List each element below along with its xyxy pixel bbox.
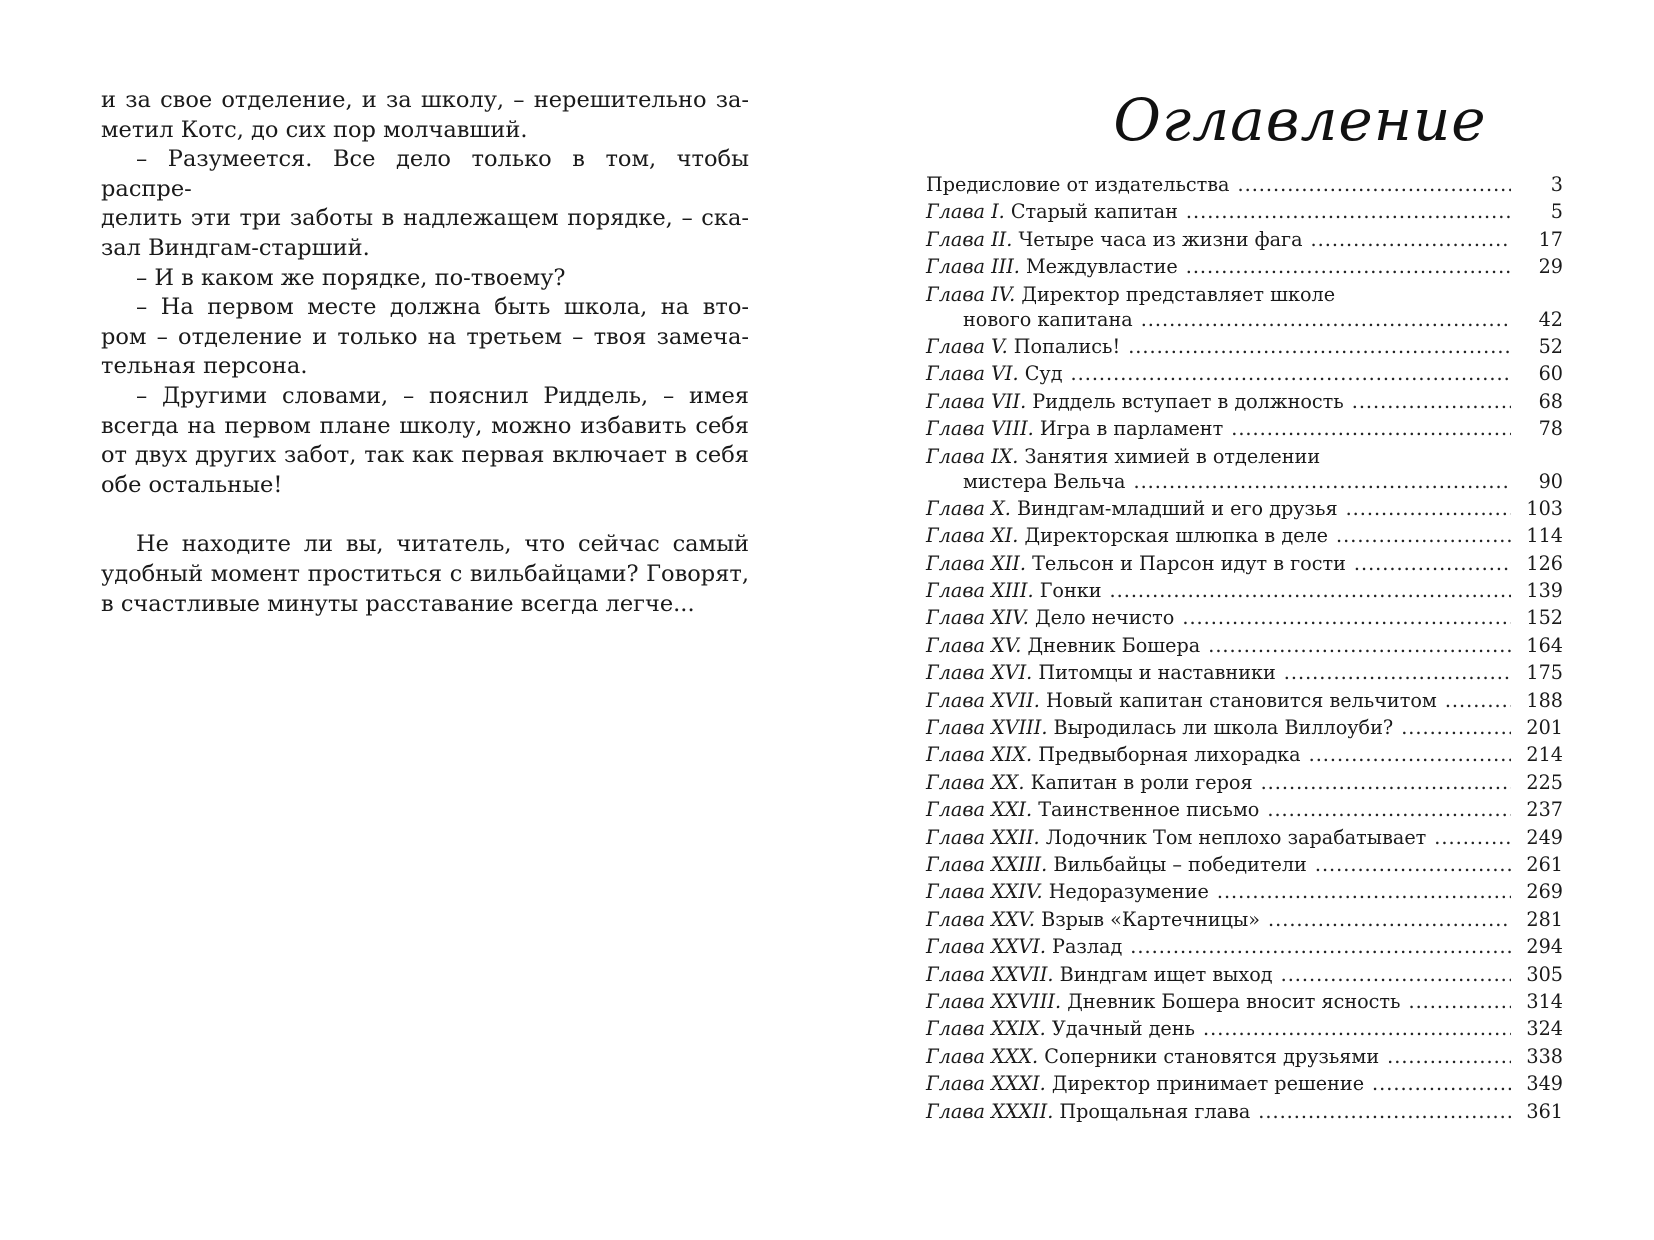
dot-leader xyxy=(1071,362,1511,385)
text-line: в счастливые минуты расставание всегда легче... xyxy=(101,590,695,617)
toc-entry[interactable] xyxy=(926,689,1563,716)
text-line: всегда на первом плане школу, можно избавить себя xyxy=(101,412,749,439)
chapter-label: Глава VII. xyxy=(926,389,1027,413)
text-line: и за свое отделение, и за школу, – нерешительно за- xyxy=(101,87,749,113)
chapter-title: Таинственное письмо xyxy=(1038,798,1260,822)
dot-leader xyxy=(1186,255,1511,278)
chapter-label: Глава VIII. xyxy=(926,417,1034,441)
toc-entry[interactable] xyxy=(926,716,1563,743)
chapter-title: Дело нечисто xyxy=(1035,606,1175,630)
toc-entry[interactable] xyxy=(926,497,1563,524)
chapter-title: Игра в парламент xyxy=(1039,417,1224,441)
toc-entry[interactable] xyxy=(926,173,1563,200)
toc-entry-text xyxy=(926,798,1259,821)
toc-entry[interactable] xyxy=(926,417,1563,444)
toc-entry[interactable] xyxy=(926,798,1563,825)
toc-entry-text xyxy=(926,1017,1195,1040)
toc-entry[interactable] xyxy=(926,283,1563,308)
toc-entry[interactable] xyxy=(926,228,1563,255)
dot-leader xyxy=(1186,200,1511,223)
page-number: 114 xyxy=(1526,524,1563,548)
page-number: 152 xyxy=(1526,606,1563,630)
toc-entry[interactable] xyxy=(926,255,1563,282)
dot-leader xyxy=(1315,853,1511,876)
text-line: – На первом месте должна быть школа, на вто- xyxy=(136,294,749,321)
toc-entry[interactable] xyxy=(926,908,1563,935)
toc-entry-text xyxy=(926,335,1120,358)
page-number: 261 xyxy=(1526,852,1563,876)
toc-entry-text xyxy=(926,1045,1379,1068)
dot-leader xyxy=(1311,228,1511,251)
dot-leader xyxy=(1208,634,1511,657)
chapter-label: Глава XXVI. xyxy=(926,935,1046,959)
page-number: 103 xyxy=(1526,496,1563,520)
chapter-label: Глава XII. xyxy=(926,551,1026,575)
chapter-title: Попались! xyxy=(1013,334,1121,358)
page-number: 29 xyxy=(1538,255,1563,279)
dot-leader xyxy=(1141,308,1511,331)
text-line: тельная персона. xyxy=(101,353,308,380)
dot-leader xyxy=(1445,689,1511,712)
dot-leader xyxy=(1128,335,1511,358)
chapter-title: Дневник Бошера xyxy=(1027,633,1201,657)
chapter-title: Дневник Бошера вносит ясность xyxy=(1067,989,1401,1013)
toc-entry-text xyxy=(926,606,1174,629)
page-number: 201 xyxy=(1526,716,1563,740)
page-number: 3 xyxy=(1550,173,1563,196)
chapter-label: Глава XXVIII. xyxy=(926,989,1062,1013)
toc-title: Оглавление xyxy=(1113,86,1487,154)
page-number: 349 xyxy=(1526,1072,1563,1096)
toc-entry[interactable] xyxy=(926,335,1563,362)
chapter-label: Глава XVIII. xyxy=(926,716,1048,740)
chapter-title: Удачный день xyxy=(1051,1017,1196,1041)
chapter-title: Виндгам ищет выход xyxy=(1059,962,1273,986)
chapter-title: Недоразумение xyxy=(1048,880,1209,904)
chapter-label: Глава XXIV. xyxy=(926,880,1043,904)
toc-entry[interactable] xyxy=(926,661,1563,688)
text-line: делить эти три заботы в надлежащем порядке, – ска- xyxy=(101,205,749,232)
toc-entry-text xyxy=(926,716,1393,739)
toc-entry-text xyxy=(926,1100,1250,1123)
toc-entry[interactable] xyxy=(926,579,1563,606)
text-line: метил Котс, до сих пор молчавший. xyxy=(101,116,528,143)
chapter-label: Глава X. xyxy=(926,496,1011,520)
dot-leader xyxy=(1354,552,1511,575)
chapter-label: Глава XXVII. xyxy=(926,962,1054,986)
chapter-title: Питомцы и наставники xyxy=(1038,661,1276,685)
dot-leader xyxy=(1387,1045,1511,1068)
page-number: 52 xyxy=(1538,334,1563,358)
page-number: 5 xyxy=(1550,200,1563,224)
toc-entry-text xyxy=(926,228,1303,251)
chapter-label: Глава IV. xyxy=(926,282,1016,306)
toc-entry-text xyxy=(926,880,1209,903)
chapter-title: Гонки xyxy=(1039,579,1102,603)
page-number: 126 xyxy=(1526,551,1563,575)
page-number: 68 xyxy=(1538,389,1563,413)
toc-entry[interactable] xyxy=(926,990,1563,1017)
page-number: 294 xyxy=(1526,935,1563,959)
chapter-label: Глава VI. xyxy=(926,362,1019,386)
chapter-title: Тельсон и Парсон идут в гости xyxy=(1032,551,1346,575)
chapter-title: Директор принимает решение xyxy=(1051,1072,1365,1096)
chapter-title: Лодочник Том неплохо зарабатывает xyxy=(1045,825,1427,849)
table-of-contents xyxy=(926,173,1563,1127)
toc-entry[interactable] xyxy=(926,552,1563,579)
dot-leader xyxy=(1231,417,1511,440)
chapter-label: Глава I. xyxy=(926,200,1005,224)
toc-entry-continuation[interactable] xyxy=(926,470,1563,497)
toc-entry[interactable] xyxy=(926,362,1563,389)
dot-leader xyxy=(1261,771,1511,794)
text-line: зал Виндгам-старший. xyxy=(101,234,370,261)
text-line: от двух других забот, так как первая включает в себя xyxy=(101,442,749,469)
dot-leader xyxy=(1267,798,1511,821)
dot-leader xyxy=(1352,390,1511,413)
toc-entry[interactable] xyxy=(926,445,1563,470)
toc-entry[interactable] xyxy=(926,826,1563,853)
toc-entry-text xyxy=(926,771,1253,794)
page-number: 324 xyxy=(1526,1017,1563,1041)
chapter-title: Предвыборная лихорадка xyxy=(1038,743,1301,767)
toc-entry-text xyxy=(926,283,1335,306)
toc-entry-text xyxy=(926,826,1426,849)
toc-entry[interactable] xyxy=(926,606,1563,633)
toc-entry[interactable] xyxy=(926,880,1563,907)
toc-entry-text xyxy=(926,497,1338,520)
page-number: 269 xyxy=(1526,880,1563,904)
page-number: 314 xyxy=(1526,989,1563,1013)
toc-entry-text xyxy=(926,200,1178,223)
chapter-label: Глава II. xyxy=(926,227,1013,251)
toc-entry-text xyxy=(926,935,1122,958)
page-number: 175 xyxy=(1526,661,1563,685)
page-number: 164 xyxy=(1526,633,1563,657)
toc-entry[interactable] xyxy=(926,743,1563,770)
page-number: 237 xyxy=(1526,798,1563,822)
toc-entry-text xyxy=(926,390,1344,413)
text-line: удобный момент проститься с вильбайцами? Говорят, xyxy=(101,560,749,587)
chapter-title: Капитан в роли героя xyxy=(1030,770,1253,794)
text-line: – И в каком же порядке, по-твоему? xyxy=(136,264,566,291)
page-number: 281 xyxy=(1526,907,1563,931)
chapter-title: Новый капитан становится вельчитом xyxy=(1045,688,1437,712)
dot-leader xyxy=(1268,908,1511,931)
chapter-title: Виндгам-младший и его друзья xyxy=(1016,496,1338,520)
chapter-label: Глава IX. xyxy=(926,444,1019,468)
chapter-title: Директорская шлюпка в деле xyxy=(1024,524,1329,548)
dot-leader xyxy=(1217,880,1511,903)
chapter-title: Разлад xyxy=(1052,935,1123,959)
toc-entry-text xyxy=(926,908,1260,931)
toc-entry[interactable] xyxy=(926,390,1563,417)
toc-entry-text xyxy=(926,743,1301,766)
chapter-label: Глава XXX. xyxy=(926,1044,1039,1068)
page-number: 60 xyxy=(1538,362,1563,386)
chapter-title: Риддель вступает в должность xyxy=(1032,389,1344,413)
chapter-title: Соперники становятся друзьями xyxy=(1044,1044,1380,1068)
chapter-title-continuation: мистера Вельча xyxy=(963,469,1126,493)
toc-entry[interactable] xyxy=(926,963,1563,990)
chapter-label: Глава XXXI. xyxy=(926,1072,1046,1096)
page-number: 139 xyxy=(1526,579,1563,603)
page-number: 249 xyxy=(1526,825,1563,849)
chapter-title: Выродилась ли школа Виллоуби? xyxy=(1053,716,1394,740)
chapter-label: Глава XIV. xyxy=(926,606,1029,630)
toc-entry-text xyxy=(926,1072,1364,1095)
page-number: 188 xyxy=(1526,688,1563,712)
dot-leader xyxy=(1401,716,1511,739)
dot-leader xyxy=(1182,606,1511,629)
dot-leader xyxy=(1309,743,1511,766)
dot-leader xyxy=(1203,1017,1511,1040)
toc-entry-text xyxy=(926,634,1200,657)
chapter-label: Глава XIX. xyxy=(926,743,1033,767)
left-page-text xyxy=(101,86,749,619)
page-number: 78 xyxy=(1538,417,1563,441)
toc-entry[interactable] xyxy=(926,1100,1563,1127)
chapter-label: Глава XI. xyxy=(926,524,1019,548)
toc-entry-text xyxy=(926,173,1230,196)
toc-entry[interactable] xyxy=(926,1072,1563,1099)
chapter-label: Глава V. xyxy=(926,334,1008,358)
chapter-label: Глава XV. xyxy=(926,633,1022,657)
dot-leader xyxy=(1238,173,1512,196)
dot-leader xyxy=(1133,470,1511,493)
dot-leader xyxy=(1258,1100,1511,1123)
chapter-label: Глава XVI. xyxy=(926,661,1033,685)
chapter-label: Глава XVII. xyxy=(926,688,1040,712)
page-number: 90 xyxy=(1538,469,1563,493)
toc-entry-text xyxy=(926,445,1320,468)
paragraph-gap xyxy=(101,500,749,530)
chapter-label: Глава XIII. xyxy=(926,579,1034,603)
chapter-title: Четыре часа из жизни фага xyxy=(1018,227,1303,251)
chapter-label: Глава XXIX. xyxy=(926,1017,1046,1041)
toc-entry-text xyxy=(926,990,1400,1013)
chapter-title: Вильбайцы – победители xyxy=(1053,852,1307,876)
dot-leader xyxy=(1434,826,1511,849)
text-line: Не находите ли вы, читатель, что сейчас самый xyxy=(136,531,749,558)
toc-entry[interactable] xyxy=(926,1045,1563,1072)
chapter-label: Глава XXXII. xyxy=(926,1099,1054,1123)
chapter-title: Суд xyxy=(1024,362,1063,386)
chapter-title: Занятия химией в отделении xyxy=(1024,444,1321,468)
chapter-label: Глава XX. xyxy=(926,770,1025,794)
chapter-title: Прощальная глава xyxy=(1059,1099,1251,1123)
dot-leader xyxy=(1372,1072,1511,1095)
chapter-label: Глава XXV. xyxy=(926,907,1035,931)
text-line: – Другими словами, – пояснил Риддель, – имея xyxy=(136,382,749,409)
toc-entry[interactable] xyxy=(926,634,1563,661)
toc-entry[interactable] xyxy=(926,200,1563,227)
dot-leader xyxy=(1336,524,1511,547)
toc-entry-continuation[interactable] xyxy=(926,308,1563,335)
toc-entry[interactable] xyxy=(926,771,1563,798)
toc-entry[interactable] xyxy=(926,935,1563,962)
page-number: 338 xyxy=(1526,1044,1563,1068)
chapter-title: Старый капитан xyxy=(1010,200,1178,224)
toc-entry-text xyxy=(926,689,1437,712)
dot-leader xyxy=(1346,497,1511,520)
toc-entry-text xyxy=(926,661,1276,684)
text-line: ром – отделение и только на третьем – твоя замеча- xyxy=(101,323,749,350)
dot-leader xyxy=(1284,661,1511,684)
page-number: 225 xyxy=(1526,770,1563,794)
toc-entry-text xyxy=(926,853,1307,876)
text-line: обе остальные! xyxy=(101,471,283,498)
dot-leader xyxy=(1130,935,1511,958)
chapter-title: Взрыв «Картечницы» xyxy=(1041,907,1261,931)
dot-leader xyxy=(1408,990,1511,1013)
toc-entry[interactable] xyxy=(926,853,1563,880)
page-number: 214 xyxy=(1526,743,1563,767)
chapter-title-continuation: нового капитана xyxy=(963,307,1133,331)
chapter-label: Глава XXII. xyxy=(926,825,1040,849)
chapter-label: Глава XXI. xyxy=(926,798,1033,822)
toc-entry-text xyxy=(926,255,1178,278)
toc-entry-text xyxy=(926,417,1223,440)
toc-entry-text xyxy=(926,579,1102,602)
toc-entry-text xyxy=(926,362,1063,385)
chapter-title: Директор представляет школе xyxy=(1021,282,1336,306)
page-number: 361 xyxy=(1526,1099,1563,1123)
toc-entry[interactable] xyxy=(926,1017,1563,1044)
toc-entry-text xyxy=(926,524,1328,547)
toc-entry-text xyxy=(926,552,1346,575)
page-number: 17 xyxy=(1538,227,1563,251)
toc-entry[interactable] xyxy=(926,524,1563,551)
dot-leader xyxy=(1110,579,1511,602)
chapter-title: Междувластие xyxy=(1026,255,1178,279)
dot-leader xyxy=(1281,963,1511,986)
chapter-label: Глава III. xyxy=(926,255,1020,279)
chapter-title: Предисловие от издательства xyxy=(926,173,1230,196)
text-line: – Разумеется. Все дело только в том, чтобы распре- xyxy=(101,146,749,202)
page-number: 42 xyxy=(1538,307,1563,331)
page-number: 305 xyxy=(1526,962,1563,986)
chapter-label: Глава XXIII. xyxy=(926,852,1048,876)
toc-entry-text xyxy=(926,963,1273,986)
